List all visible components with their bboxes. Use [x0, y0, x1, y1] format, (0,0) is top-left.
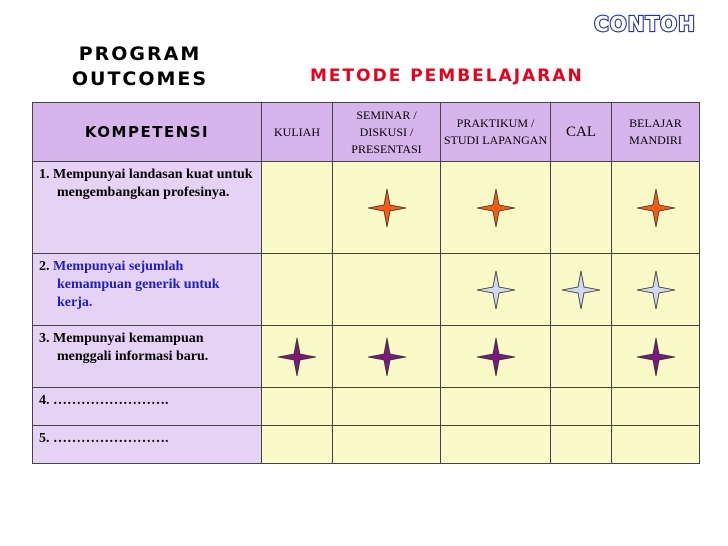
method-cell: [441, 254, 551, 326]
competency-label: [33, 326, 262, 388]
method-cell: [612, 162, 700, 254]
method-cell: [441, 388, 551, 426]
col-header-seminar: SEMINAR / DISKUSI / PRESENTASI: [333, 103, 441, 162]
competency-text: Mempunyai sejumlah kemampuan generik untuk kerja.: [53, 259, 220, 310]
method-cell: [262, 426, 333, 464]
table-row: [33, 326, 700, 388]
col-header-kuliah: KULIAH: [262, 103, 333, 162]
competency-text: Mempunyai kemampuan menggali informasi baru.: [53, 331, 209, 364]
competency-label: [33, 388, 262, 426]
kompetensi-header: KOMPETENSI: [33, 103, 262, 162]
star-marker-icon: [367, 337, 407, 377]
method-cell: [262, 388, 333, 426]
competency-number: 5.: [39, 431, 50, 446]
star-marker-icon: [636, 270, 676, 310]
competency-number: 4.: [39, 393, 50, 408]
method-cell: [612, 388, 700, 426]
competency-number: 3.: [39, 331, 50, 346]
method-cell: [333, 162, 441, 254]
table-row: [33, 254, 700, 326]
competency-number: 1.: [39, 167, 50, 182]
table-row: [33, 426, 700, 464]
star-marker-icon: [476, 270, 516, 310]
star-marker-icon: [476, 188, 516, 228]
method-cell: [333, 388, 441, 426]
method-cell: [262, 162, 333, 254]
method-cell: [262, 254, 333, 326]
method-cell: [551, 254, 612, 326]
star-marker-icon: [636, 337, 676, 377]
method-cell: [612, 254, 700, 326]
method-cell: [262, 326, 333, 388]
star-marker-icon: [367, 188, 407, 228]
method-cell: [551, 426, 612, 464]
star-marker-icon: [277, 337, 317, 377]
col-header-belajar-mandiri: BELAJAR MANDIRI: [612, 103, 700, 162]
competency-label: [33, 162, 262, 254]
competency-text: …………………….: [53, 431, 169, 446]
method-cell: [333, 426, 441, 464]
program-outcomes-line1: PROGRAM: [78, 43, 202, 65]
method-cell: [551, 162, 612, 254]
method-cell: [551, 326, 612, 388]
competency-label: [33, 426, 262, 464]
table-row: [33, 388, 700, 426]
method-cell: [612, 426, 700, 464]
star-marker-icon: [636, 188, 676, 228]
col-header-praktikum: PRAKTIKUM / STUDI LAPANGAN: [441, 103, 551, 162]
method-cell: [441, 162, 551, 254]
method-cell: [441, 326, 551, 388]
method-cell: [333, 254, 441, 326]
method-cell: [612, 326, 700, 388]
method-cell: [551, 388, 612, 426]
competency-label: [33, 254, 262, 326]
table-row: [33, 162, 700, 254]
competency-text: …………………….: [53, 393, 169, 408]
program-outcomes-title: [60, 42, 220, 92]
competency-number: 2.: [39, 259, 50, 274]
star-marker-icon: [561, 270, 601, 310]
competency-text: Mempunyai landasan kuat untuk mengembangkan profesinya.: [53, 167, 253, 200]
header-row: [33, 103, 700, 162]
star-marker-icon: [476, 337, 516, 377]
method-cell: [333, 326, 441, 388]
method-cell: [441, 426, 551, 464]
contoh-text: CONTOH: [594, 12, 696, 36]
competency-method-table: [32, 102, 700, 464]
contoh-badge: [590, 8, 700, 38]
col-header-cal: CAL: [551, 103, 612, 162]
metode-pembelajaran-title: METODE PEMBELAJARAN: [310, 66, 584, 86]
program-outcomes-line2: OUTCOMES: [71, 68, 209, 90]
